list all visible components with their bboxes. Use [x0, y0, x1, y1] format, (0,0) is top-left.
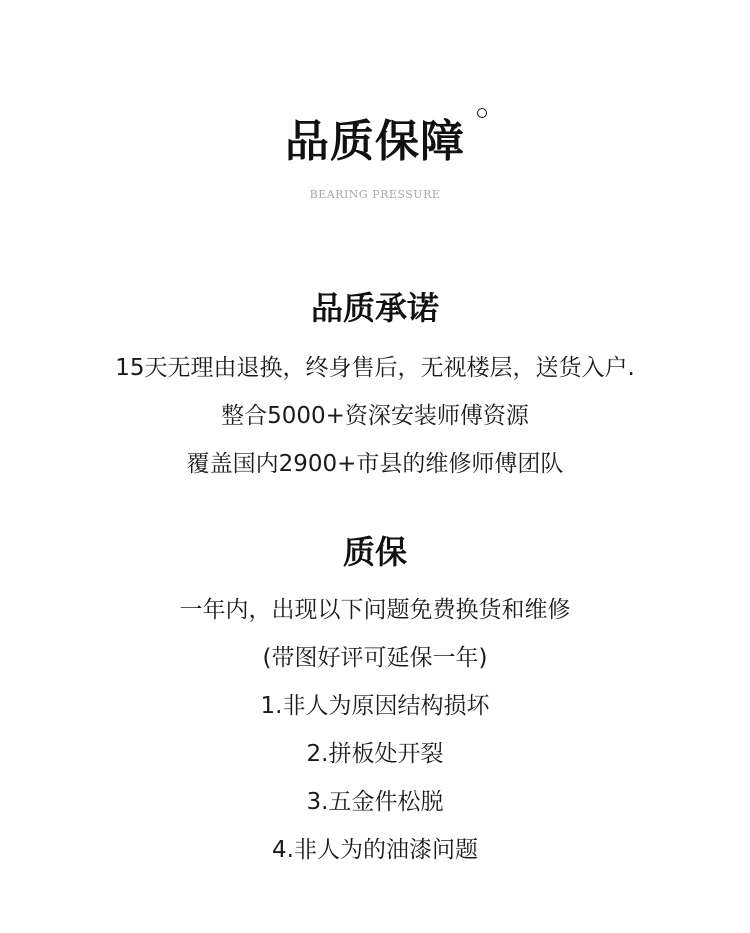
title-block	[0, 112, 750, 172]
warranty-section	[0, 530, 750, 874]
warranty-line-2: (带图好评可延保一年)	[262, 645, 488, 671]
warranty-line-1: 一年内，出现以下问题免费换货和维修	[179, 597, 571, 623]
quality-promise-heading: 品质承诺	[310, 289, 439, 327]
page-title	[285, 112, 465, 172]
warranty-line-5: 3.五金件松脱	[306, 789, 444, 815]
page-subtitle: BEARING PRESSURE	[309, 188, 441, 201]
promise-line-2: 整合5000+资深安装师傅资源	[221, 403, 529, 429]
quality-promise-section	[0, 286, 750, 488]
warranty-heading: 质保	[342, 533, 407, 571]
warranty-line-4: 2.拼板处开裂	[306, 741, 444, 767]
warranty-line-6: 4.非人为的油漆问题	[272, 837, 478, 863]
warranty-line-3: 1.非人为原因结构损坏	[260, 693, 490, 719]
promise-line-1: 15天无理由退换，终身售后，无视楼层，送货入户.	[115, 355, 635, 381]
promise-line-3: 覆盖国内2900+市县的维修师傅团队	[186, 451, 564, 477]
page-title-text: 品质保障	[285, 116, 465, 167]
degree-mark-decoration	[477, 108, 487, 118]
